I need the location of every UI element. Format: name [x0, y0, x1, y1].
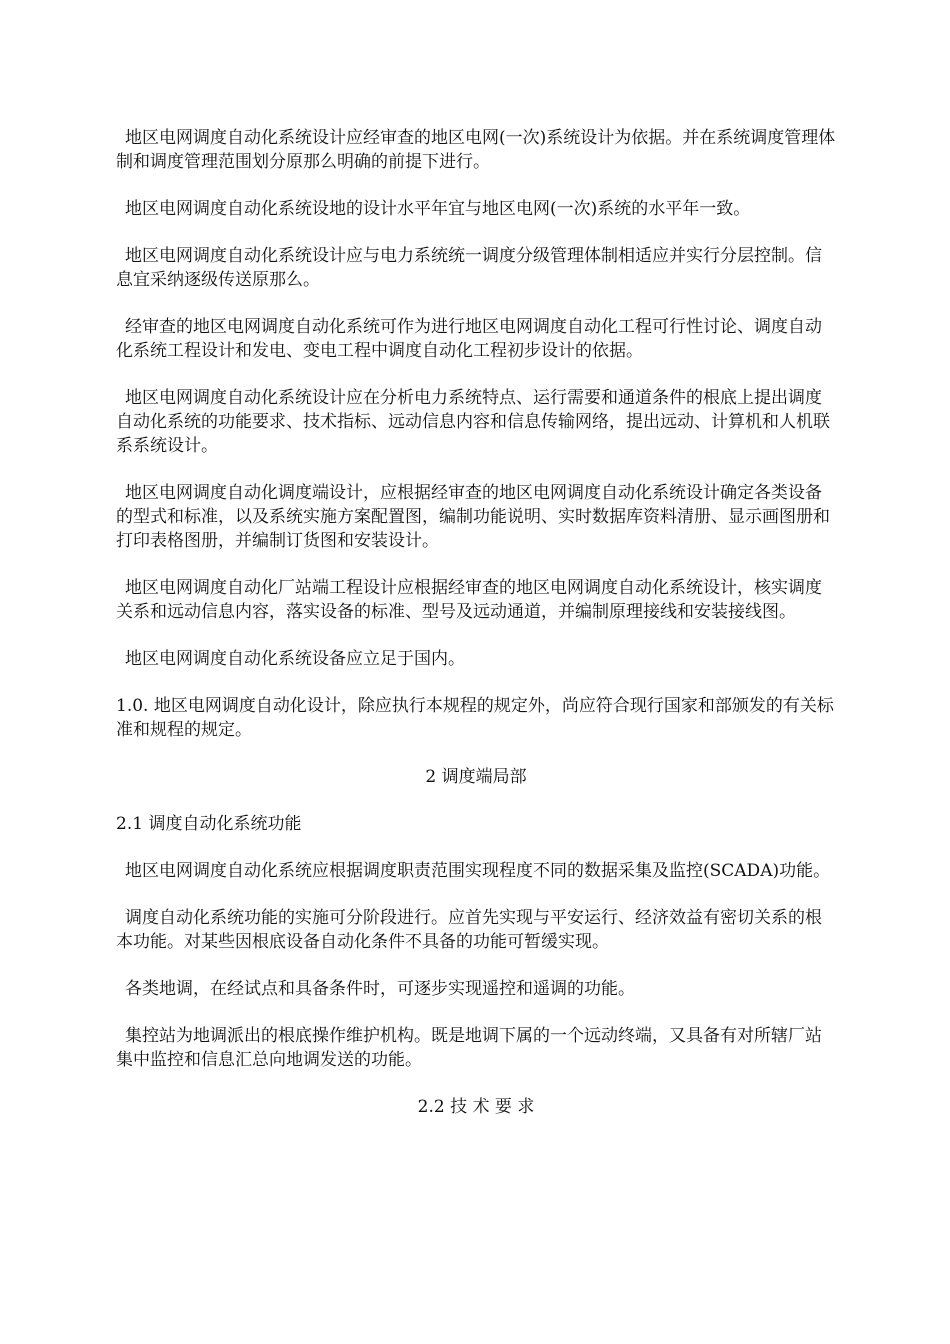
paragraph: 地区电网调度自动化厂站端工程设计应根据经审查的地区电网调度自动化系统设计，核实调度关系和远动信息内容，落实设备的标准、型号及远动通道，并编制原理接线和安装接线图。	[116, 578, 822, 622]
paragraph: 地区电网调度自动化系统应根据调度职责范围实现程度不同的数据采集及监控(SCADA)功能。	[125, 861, 831, 881]
paragraph: 调度自动化系统功能的实施可分阶段进行。应首先实现与平安运行、经济效益有密切关系的根本功能。对某些因根底设备自动化条件不具备的功能可暂缓实现。	[116, 908, 822, 952]
paragraph: 地区电网调度自动化系统设计应在分析电力系统特点、运行需要和通道条件的根底上提出调度自动化系统的功能要求、技术指标、远动信息内容和信息传输网络，提出远动、计算机和人机联系系统设计。	[116, 388, 830, 456]
paragraph: 地区电网调度自动化系统设计应经审查的地区电网(一次)系统设计为依据。并在系统调度管理体制和调度管理范围划分原那么明确的前提下进行。	[116, 128, 836, 172]
paragraph: 地区电网调度自动化系统设地的设计水平年宜与地区电网(一次)系统的水平年一致。	[125, 199, 751, 219]
subsection-heading: 2.2 技 术 要 求	[417, 1097, 535, 1117]
document-page	[116, 126, 836, 1142]
paragraph: 各类地调，在经试点和具备条件时，可逐步实现遥控和遥调的功能。	[125, 979, 635, 999]
paragraph: 地区电网调度自动化系统设计应与电力系统统一调度分级管理体制相适应并实行分层控制。信息宜采纳逐级传送原那么。	[116, 246, 822, 290]
section-heading: 2 调度端局部	[425, 767, 527, 787]
paragraph: 地区电网调度自动化调度端设计，应根据经审查的地区电网调度自动化系统设计确定各类设备的型式和标准，以及系统实施方案配置图，编制功能说明、实时数据库资料清册、显示画图册和打印表格图册，并编制订货图和安装设计。	[116, 483, 830, 551]
paragraph: 经审查的地区电网调度自动化系统可作为进行地区电网调度自动化工程可行性讨论、调度自动化系统工程设计和发电、变电工程中调度自动化工程初步设计的依据。	[116, 317, 822, 361]
clause-1-0: 1.0. 地区电网调度自动化设计，除应执行本规程的规定外，尚应符合现行国家和部颁发的有关标准和规程的规定。	[116, 696, 834, 740]
subsection-heading: 2.1 调度自动化系统功能	[116, 814, 302, 834]
paragraph: 集控站为地调派出的根底操作维护机构。既是地调下属的一个远动终端，又具备有对所辖厂站集中监控和信息汇总向地调发送的功能。	[116, 1026, 822, 1070]
paragraph: 地区电网调度自动化系统设备应立足于国内。	[125, 649, 465, 669]
